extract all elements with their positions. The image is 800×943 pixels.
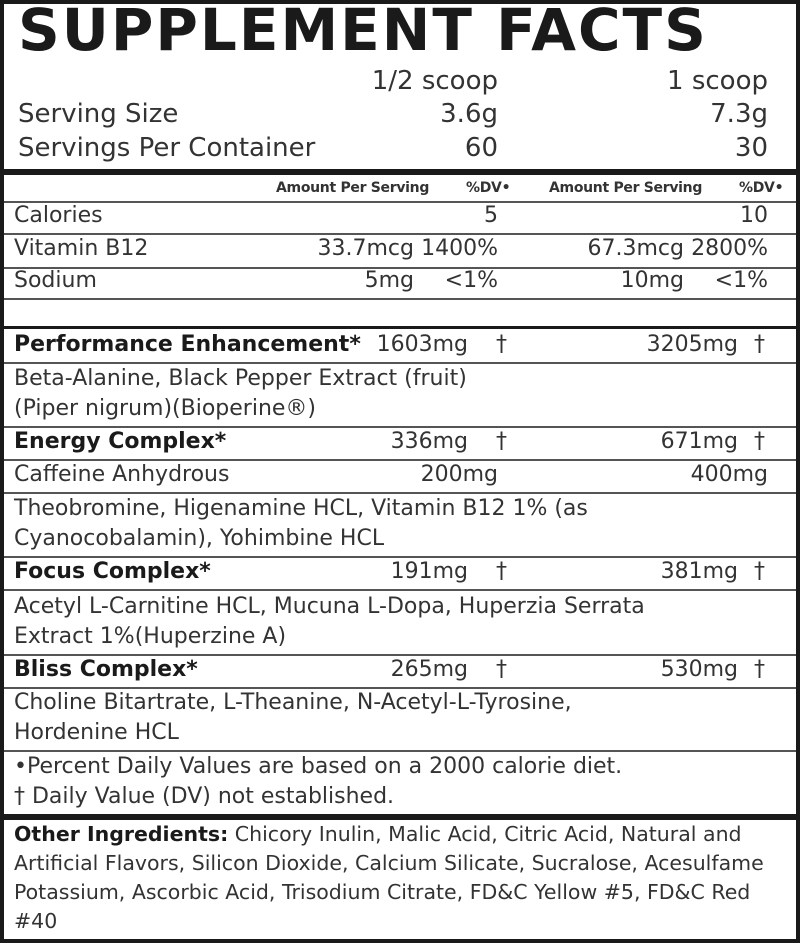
blend-ingredients-line1: Choline Bitartrate, L-Theanine, N-Acetyl-L-Tyrosine,: [14, 690, 572, 715]
serving-size-col2: 7.3g: [710, 99, 768, 129]
sub-ingredient-amount-col1: 200mg: [420, 462, 498, 487]
blend-ingredients-line2: (Piper nigrum)(Bioperine®): [14, 396, 317, 421]
blend-ingredients-line1: Theobromine, Higenamine HCL, Vitamin B12 1% (as: [14, 496, 588, 521]
servings-per-container-col1: 60: [464, 133, 498, 163]
blend-ingredients-line2: Extract 1%(Huperzine A): [14, 624, 287, 649]
nutrient-dv-col2: <1%: [714, 268, 768, 293]
nutrient-amount-col2: 67.3mcg: [587, 236, 684, 261]
col-header-amount-1: Amount Per Serving: [276, 180, 430, 196]
dagger-mark: †: [754, 429, 765, 454]
blend-name: Bliss Complex*: [14, 657, 198, 682]
dv-footnote: •Percent Daily Values are based on a 2000 calorie diet.: [14, 754, 623, 779]
blend-name: Performance Enhancement*: [14, 332, 361, 357]
divider: [4, 589, 796, 591]
dagger-mark: †: [496, 332, 507, 357]
dagger-mark: †: [754, 332, 765, 357]
col-header-dv-1: %DV•: [466, 180, 511, 196]
dagger-mark: †: [496, 657, 507, 682]
nutrient-dv-col1: 5: [484, 203, 498, 228]
divider-thick: [4, 169, 796, 175]
divider: [4, 233, 796, 235]
divider-medium: [4, 326, 796, 329]
sub-ingredient-amount-col2: 400mg: [690, 462, 768, 487]
blend-amount-col1: 265mg: [390, 657, 468, 682]
dagger-mark: †: [496, 429, 507, 454]
blend-ingredients-line1: Beta-Alanine, Black Pepper Extract (fruit): [14, 366, 467, 391]
nutrient-dv-col1: <1%: [444, 268, 498, 293]
blend-amount-col1: 191mg: [390, 559, 468, 584]
blend-ingredients-line1: Acetyl L-Carnitine HCL, Mucuna L-Dopa, Huperzia Serrata: [14, 594, 645, 619]
nutrient-dv-col2: 2800%: [691, 236, 768, 261]
servings-per-container-col2: 30: [734, 133, 768, 163]
blend-amount-col2: 530mg: [660, 657, 738, 682]
nutrient-dv-col1: 1400%: [421, 236, 498, 261]
blend-amount-col1: 1603mg: [376, 332, 468, 357]
divider: [4, 750, 796, 752]
divider: [4, 556, 796, 558]
blend-ingredients-line2: Hordenine HCL: [14, 720, 179, 745]
divider: [4, 426, 796, 428]
divider: [4, 687, 796, 689]
col-header-amount-2: Amount Per Serving: [549, 180, 703, 196]
divider: [4, 654, 796, 656]
servings-per-container-label: Servings Per Container: [18, 133, 316, 163]
dagger-mark: †: [754, 657, 765, 682]
nutrient-dv-col2: 10: [740, 203, 768, 228]
divider: [4, 201, 796, 203]
nutrient-amount-col1: 33.7mcg: [317, 236, 414, 261]
blend-ingredients-line2: Cyanocobalamin), Yohimbine HCL: [14, 526, 385, 551]
blend-amount-col2: 3205mg: [646, 332, 738, 357]
nutrient-amount-col2: 10mg: [620, 268, 684, 293]
divider: [4, 492, 796, 494]
other-ingredients: [14, 820, 789, 936]
sub-ingredient-name: Caffeine Anhydrous: [14, 462, 230, 487]
blend-name: Energy Complex*: [14, 429, 227, 454]
col-header-dv-2: %DV•: [739, 180, 784, 196]
nutrient-name: Vitamin B12: [14, 236, 149, 261]
nutrient-name: Sodium: [14, 268, 97, 293]
panel-title: SUPPLEMENT FACTS: [18, 0, 708, 64]
dagger-mark: †: [754, 559, 765, 584]
divider: [4, 459, 796, 461]
blend-name: Focus Complex*: [14, 559, 211, 584]
other-ingredients-text: Chicory Inulin, Malic Acid, Citric Acid, Natural and Artificial Flavors, Silicon Dioxide, Calcium Silicate, Sucralose, Acesulfame Potassium, Ascorbic Acid, Trisodium Citrate, FD&C Yellow #5, FD&C Red #40: [14, 822, 764, 933]
blend-amount-col2: 671mg: [660, 429, 738, 454]
divider: [4, 298, 796, 300]
serving-size-label: Serving Size: [18, 99, 179, 129]
nutrient-amount-col1: 5mg: [364, 268, 414, 293]
dagger-footnote: † Daily Value (DV) not established.: [14, 784, 395, 809]
serving-unit-col2: 1 scoop: [667, 66, 768, 96]
blend-amount-col1: 336mg: [390, 429, 468, 454]
divider: [4, 362, 796, 364]
nutrient-name: Calories: [14, 203, 103, 228]
serving-unit-col1: 1/2 scoop: [371, 66, 498, 96]
other-ingredients-label: Other Ingredients:: [14, 822, 229, 846]
dagger-mark: †: [496, 559, 507, 584]
serving-size-col1: 3.6g: [440, 99, 498, 129]
blend-amount-col2: 381mg: [660, 559, 738, 584]
